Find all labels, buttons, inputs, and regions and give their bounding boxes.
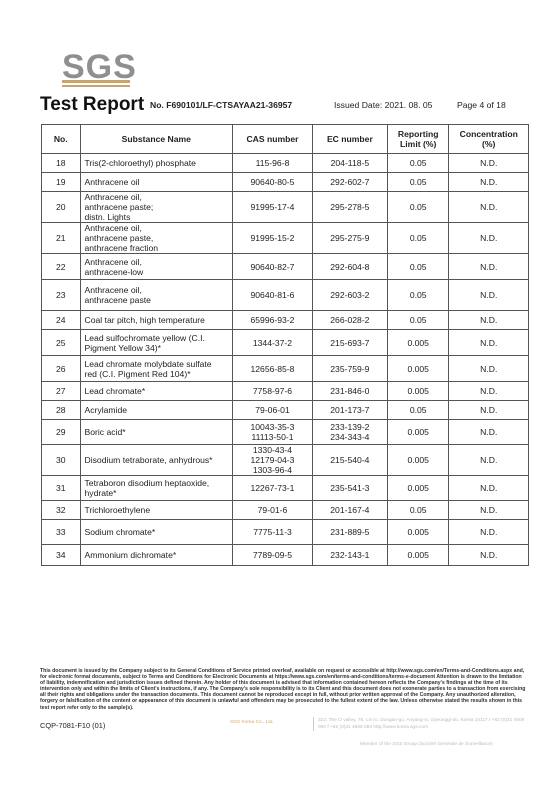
cell-no: 21 [42, 223, 81, 254]
page-title: Test Report [40, 94, 145, 115]
cell-concentration: N.D. [449, 311, 529, 330]
cell-cas-number: 65996-93-2 [233, 311, 313, 330]
cell-no: 25 [42, 330, 81, 356]
results-table [41, 124, 529, 566]
header-ec-number: EC number [312, 125, 387, 154]
table-row [42, 545, 529, 566]
cell-no: 24 [42, 311, 81, 330]
member-note: Member of the SGS Group (Société Générale de Surveillance) [360, 742, 493, 747]
table-header-row [42, 125, 529, 154]
cell-cas-number: 90640-80-5 [233, 173, 313, 192]
cell-concentration: N.D. [449, 254, 529, 280]
form-number: CQP-7081-F10 (01) [40, 721, 106, 730]
cell-no: 20 [42, 192, 81, 223]
cell-cas-number: 1344-37-2 [233, 330, 313, 356]
cell-ec-number: 231-889-5 [312, 520, 387, 545]
cell-no: 27 [42, 382, 81, 401]
cell-reporting-limit: 0.005 [387, 382, 449, 401]
cell-ec-number: 231-846-0 [312, 382, 387, 401]
cell-reporting-limit: 0.005 [387, 356, 449, 382]
cell-no: 33 [42, 520, 81, 545]
cell-cas-number: 91995-17-4 [233, 192, 313, 223]
cell-cas-number: 7775-11-3 [233, 520, 313, 545]
table-row [42, 280, 529, 311]
table-row [42, 445, 529, 476]
table-row [42, 330, 529, 356]
cell-cas-number: 90640-82-7 [233, 254, 313, 280]
company-address: 322, The O valley, 76, LS-ro, Dongan-gu, Anyang-si, Gyeonggi-do, Korea 14117 t +82 (0)31 4608 000 f +82 (0)31 4608 059 http://www.korea.sgs.com [313, 717, 533, 731]
cell-ec-number: 215-540-4 [312, 445, 387, 476]
table-row [42, 154, 529, 173]
cell-substance-name: Lead sulfochromate yellow (C.I. Pigment Yellow 34)* [80, 330, 233, 356]
cell-ec-number: 232-143-1 [312, 545, 387, 566]
cell-cas-number: 10043-35-3 11113-50-1 [233, 420, 313, 445]
cell-cas-number: 115-96-8 [233, 154, 313, 173]
cell-substance-name: Anthracene oil [80, 173, 233, 192]
cell-reporting-limit: 0.05 [387, 311, 449, 330]
cell-substance-name: Lead chromate* [80, 382, 233, 401]
table-row [42, 173, 529, 192]
cell-cas-number: 7789-09-5 [233, 545, 313, 566]
cell-substance-name: Tris(2-chloroethyl) phosphate [80, 154, 233, 173]
table-row [42, 420, 529, 445]
cell-reporting-limit: 0.05 [387, 173, 449, 192]
cell-substance-name: Acrylamide [80, 401, 233, 420]
cell-substance-name: Anthracene oil, anthracene-low [80, 254, 233, 280]
cell-substance-name: Anthracene oil, anthracene paste [80, 280, 233, 311]
cell-cas-number: 90640-81-6 [233, 280, 313, 311]
cell-no: 32 [42, 501, 81, 520]
table-row [42, 254, 529, 280]
cell-concentration: N.D. [449, 223, 529, 254]
cell-concentration: N.D. [449, 382, 529, 401]
cell-concentration: N.D. [449, 545, 529, 566]
cell-concentration: N.D. [449, 501, 529, 520]
header-concentration: Concentration (%) [449, 125, 529, 154]
cell-ec-number: 295-275-9 [312, 223, 387, 254]
cell-ec-number: 295-278-5 [312, 192, 387, 223]
cell-ec-number: 235-759-9 [312, 356, 387, 382]
cell-substance-name: Ammonium dichromate* [80, 545, 233, 566]
cell-substance-name: Trichloroethylene [80, 501, 233, 520]
cell-cas-number: 12267-73-1 [233, 476, 313, 501]
issued-date: Issued Date: 2021. 08. 05 [334, 100, 433, 110]
cell-ec-number: 233-139-2 234-343-4 [312, 420, 387, 445]
cell-substance-name: Anthracene oil, anthracene paste, anthracene fraction [80, 223, 233, 254]
sgs-logo-text: SGS [62, 48, 137, 86]
cell-reporting-limit: 0.05 [387, 280, 449, 311]
legal-disclaimer: This document is issued by the Company subject to its General Conditions of Service printed overleaf, available on request or accessible at http://www.sgs.com/en/Terms-and-Conditions.aspx and, for electronic format documents, subject to Terms and Conditions for Electronic Documents at https://www.sgs.com/en/terms-and-conditions/terms-e-document Attention is drawn to the limitation of liability, indemnification and jurisdiction issues defined therein. Any holder of this document is advised that information contained hereon reflects the Company's findings at the time of its intervention only and within the limits of Client's instructions, if any. The Company's sole responsibility is to its Client and this document does not exonerate parties to a transaction from exercising all their rights and obligations under the transaction documents. This document cannot be reproduced except in full, without prior written approval of the Company. Any unauthorized alteration, forgery or falsification of the content or appearance of this document is unlawful and offenders may be prosecuted to the fullest extent of the law. Unless otherwise stated the results shown in this test report refer only to the sample(s). [40, 668, 526, 711]
cell-concentration: N.D. [449, 476, 529, 501]
cell-ec-number: 204-118-5 [312, 154, 387, 173]
cell-no: 29 [42, 420, 81, 445]
cell-no: 31 [42, 476, 81, 501]
cell-reporting-limit: 0.05 [387, 401, 449, 420]
cell-no: 28 [42, 401, 81, 420]
cell-ec-number: 266-028-2 [312, 311, 387, 330]
table-row [42, 501, 529, 520]
page-number: Page 4 of 18 [457, 100, 506, 110]
cell-substance-name: Tetraboron disodium heptaoxide, hydrate* [80, 476, 233, 501]
table-row [42, 520, 529, 545]
cell-no: 22 [42, 254, 81, 280]
cell-cas-number: 1330-43-4 12179-04-3 1303-96-4 [233, 445, 313, 476]
cell-cas-number: 7758-97-6 [233, 382, 313, 401]
cell-no: 18 [42, 154, 81, 173]
cell-no: 26 [42, 356, 81, 382]
cell-concentration: N.D. [449, 420, 529, 445]
cell-reporting-limit: 0.005 [387, 420, 449, 445]
cell-concentration: N.D. [449, 445, 529, 476]
cell-reporting-limit: 0.05 [387, 254, 449, 280]
cell-reporting-limit: 0.005 [387, 476, 449, 501]
report-number: No. F690101/LF-CTSAYAA21-36957 [150, 100, 293, 110]
table-row [42, 311, 529, 330]
cell-substance-name: Boric acid* [80, 420, 233, 445]
company-name: SGS Korea Co., Ltd. [230, 720, 274, 725]
cell-cas-number: 79-01-6 [233, 501, 313, 520]
header-cas-number: CAS number [233, 125, 313, 154]
cell-reporting-limit: 0.05 [387, 192, 449, 223]
cell-reporting-limit: 0.05 [387, 154, 449, 173]
cell-substance-name: Anthracene oil, anthracene paste; distn. Lights [80, 192, 233, 223]
cell-no: 34 [42, 545, 81, 566]
header-reporting-limit: Reporting Limit (%) [387, 125, 449, 154]
cell-cas-number: 79-06-01 [233, 401, 313, 420]
cell-concentration: N.D. [449, 280, 529, 311]
table-row [42, 356, 529, 382]
table-row [42, 476, 529, 501]
header-substance-name: Substance Name [80, 125, 233, 154]
cell-concentration: N.D. [449, 330, 529, 356]
cell-substance-name: Lead chromate molybdate sulfate red (C.I. Pigment Red 104)* [80, 356, 233, 382]
table-row [42, 223, 529, 254]
cell-no: 30 [42, 445, 81, 476]
cell-concentration: N.D. [449, 154, 529, 173]
cell-no: 23 [42, 280, 81, 311]
cell-ec-number: 292-604-8 [312, 254, 387, 280]
cell-reporting-limit: 0.005 [387, 545, 449, 566]
cell-ec-number: 201-167-4 [312, 501, 387, 520]
cell-ec-number: 292-603-2 [312, 280, 387, 311]
cell-substance-name: Coal tar pitch, high temperature [80, 311, 233, 330]
report-header [40, 94, 520, 116]
cell-ec-number: 201-173-7 [312, 401, 387, 420]
table-row [42, 382, 529, 401]
cell-substance-name: Disodium tetraborate, anhydrous* [80, 445, 233, 476]
cell-ec-number: 235-541-3 [312, 476, 387, 501]
cell-reporting-limit: 0.05 [387, 501, 449, 520]
cell-ec-number: 215-693-7 [312, 330, 387, 356]
cell-ec-number: 292-602-7 [312, 173, 387, 192]
cell-concentration: N.D. [449, 356, 529, 382]
cell-reporting-limit: 0.005 [387, 520, 449, 545]
cell-cas-number: 91995-15-2 [233, 223, 313, 254]
cell-concentration: N.D. [449, 192, 529, 223]
cell-concentration: N.D. [449, 401, 529, 420]
cell-reporting-limit: 0.005 [387, 330, 449, 356]
cell-concentration: N.D. [449, 520, 529, 545]
cell-concentration: N.D. [449, 173, 529, 192]
cell-reporting-limit: 0.005 [387, 445, 449, 476]
table-row [42, 401, 529, 420]
header-no: No. [42, 125, 81, 154]
table-row [42, 192, 529, 223]
cell-no: 19 [42, 173, 81, 192]
cell-substance-name: Sodium chromate* [80, 520, 233, 545]
cell-reporting-limit: 0.05 [387, 223, 449, 254]
cell-cas-number: 12656-85-8 [233, 356, 313, 382]
